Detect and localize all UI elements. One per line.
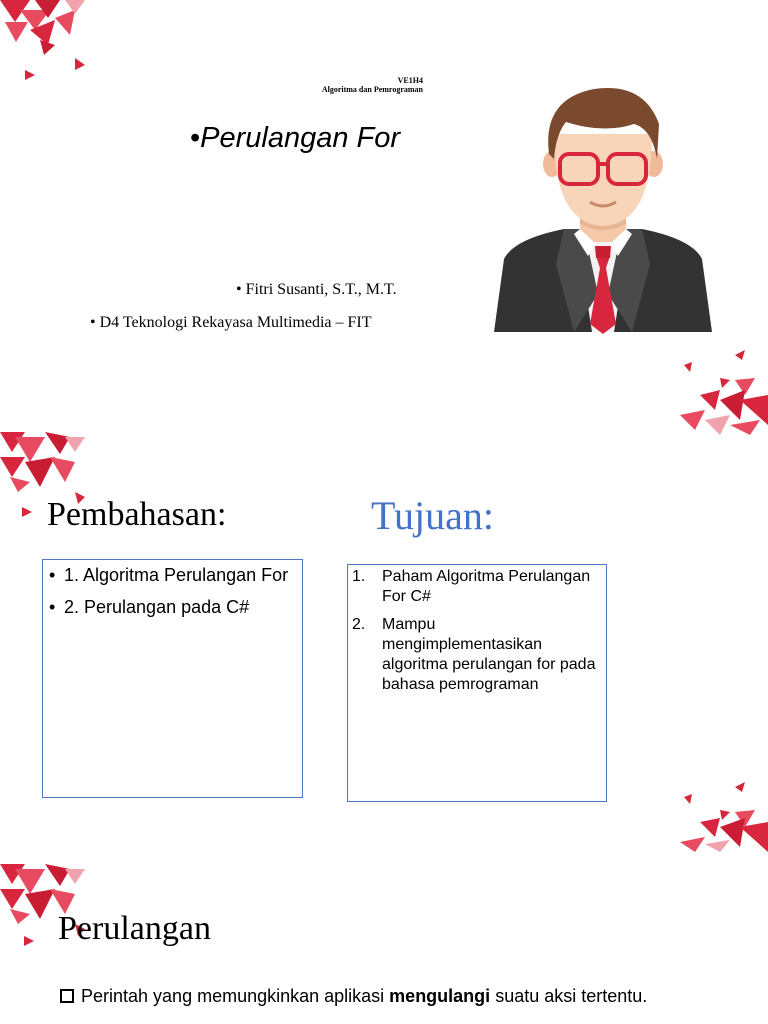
- topic-item: [49, 596, 296, 619]
- title-text: Perulangan For: [200, 122, 401, 154]
- topic-item: [49, 564, 296, 587]
- topics-heading: Pembahasan:: [47, 496, 227, 533]
- course-info: [250, 76, 423, 94]
- affiliation-text: D4 Teknologi Rekayasa Multimedia – FIT: [99, 314, 372, 331]
- affiliation-bullet: •: [90, 314, 96, 331]
- course-code: VE1H4: [397, 76, 423, 85]
- topic-bullet: •: [49, 597, 56, 617]
- definition-text-start: Perintah yang memungkinkan aplikasi: [81, 986, 390, 1006]
- goal-number: 2.: [352, 616, 366, 633]
- businessman-avatar: [494, 84, 712, 334]
- goal-item: [352, 567, 598, 607]
- checkbox-icon: [60, 989, 74, 1003]
- author-name: [236, 281, 397, 299]
- goal-text: Paham Algoritma Perulangan For C#: [382, 568, 591, 605]
- triangle-decoration-bottom-right: [680, 350, 768, 435]
- topic-text: 1. Algoritma Perulangan For: [64, 565, 289, 585]
- author-affiliation: [90, 314, 371, 332]
- goal-number: 1.: [352, 568, 366, 585]
- slide-title: [190, 122, 430, 155]
- triangle-decoration-bottom-right: [680, 782, 768, 852]
- definition-item: [60, 984, 680, 1008]
- course-name: Algoritma dan Pemrograman: [321, 85, 423, 94]
- definition-text-end: suatu aksi tertentu.: [490, 986, 648, 1006]
- overview-slide: [0, 430, 768, 850]
- title-bullet: •: [190, 122, 201, 154]
- triangle-decoration-top-left: [0, 0, 90, 85]
- content-slide: [0, 860, 768, 1024]
- goal-item: [352, 615, 598, 695]
- topics-box: [42, 559, 303, 798]
- definition-keyword: mengulangi: [389, 986, 491, 1006]
- goal-text: Mampu mengimplementasikan algoritma perulangan for pada bahasa pemrograman: [382, 616, 596, 693]
- goals-box: [347, 564, 607, 802]
- goals-heading: Tujuan:: [371, 493, 495, 538]
- author-bullet: •: [236, 281, 242, 298]
- author-text: Fitri Susanti, S.T., M.T.: [245, 281, 397, 298]
- section-heading: Perulangan: [58, 910, 211, 947]
- topic-text: 2. Perulangan pada C#: [64, 597, 250, 617]
- title-slide: [0, 0, 768, 400]
- topic-bullet: •: [49, 565, 56, 585]
